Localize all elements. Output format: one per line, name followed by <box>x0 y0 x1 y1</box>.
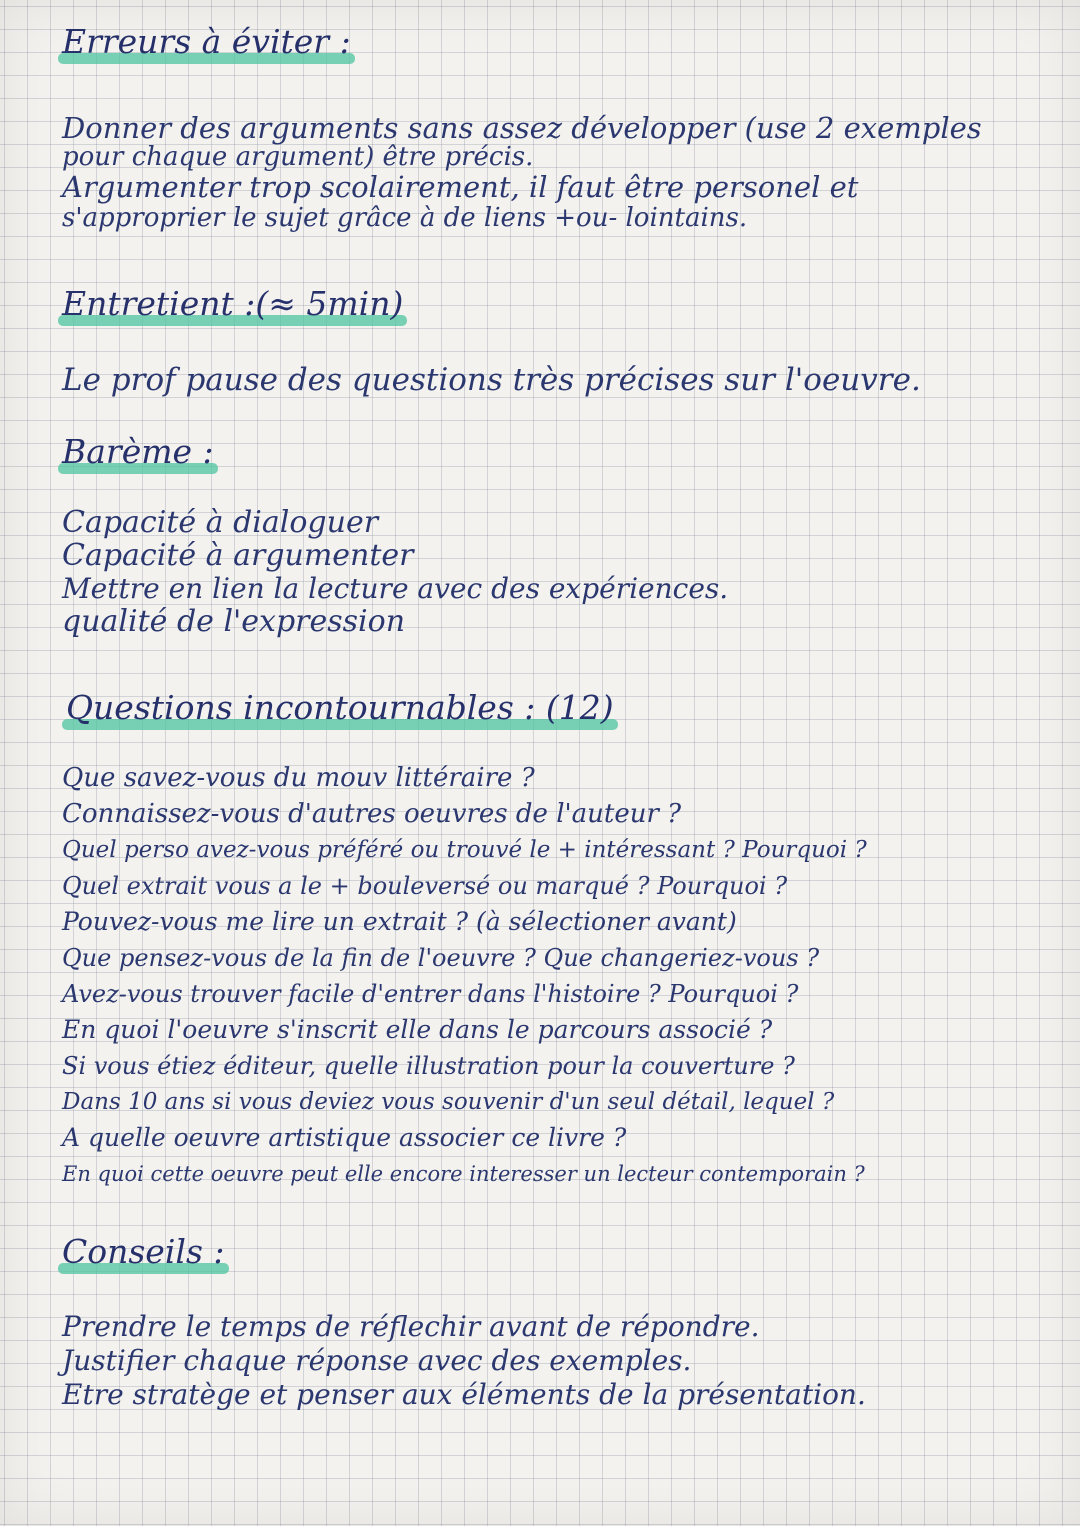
erreurs-block <box>62 112 982 233</box>
entretien-line: Le prof pause des questions très précises sur l'oeuvre. <box>62 362 921 398</box>
bareme-block <box>62 506 728 638</box>
bareme-line: qualité de l'expression <box>62 604 406 639</box>
question-item: Que pensez-vous de la fin de l'oeuvre ? Que changeriez-vous ? <box>62 944 820 972</box>
question-item: Dans 10 ans si vous deviez vous souvenir d'un seul détail, lequel ? <box>62 1089 835 1115</box>
bareme-line: Capacité à argumenter <box>62 538 414 573</box>
heading-conseils-text: Conseils : <box>62 1232 225 1271</box>
conseils-line: Prendre le temps de réflechir avant de répondre. <box>62 1310 760 1343</box>
erreurs-line: pour chaque argument) être précis. <box>62 142 534 172</box>
entretien-block <box>62 360 921 400</box>
heading-bareme <box>62 432 214 472</box>
bareme-line: Mettre en lien la lecture avec des expériences. <box>62 572 729 605</box>
conseils-line: Etre stratège et penser aux éléments de la présentation. <box>62 1378 866 1411</box>
question-item: Que savez-vous du mouv littéraire ? <box>62 763 535 793</box>
questions-block <box>62 760 867 1192</box>
question-item: A quelle oeuvre artistique associer ce livre ? <box>62 1123 627 1152</box>
heading-questions-text: Questions incontournables : (12) <box>66 688 614 727</box>
erreurs-line: s'approprier le sujet grâce à de liens +ou- lointains. <box>62 203 748 233</box>
question-item: Connaissez-vous d'autres oeuvres de l'auteur ? <box>62 799 682 829</box>
question-item: Quel extrait vous a le + bouleversé ou marqué ? Pourquoi ? <box>62 872 788 900</box>
heading-erreurs-text: Erreurs à éviter : <box>62 22 351 61</box>
heading-erreurs <box>62 22 351 62</box>
question-item: Avez-vous trouver facile d'entrer dans l'histoire ? Pourquoi ? <box>62 980 799 1008</box>
heading-bareme-text: Barème : <box>62 432 214 471</box>
question-item: En quoi l'oeuvre s'inscrit elle dans le parcours associé ? <box>62 1015 773 1044</box>
conseils-block <box>62 1310 866 1412</box>
question-item: En quoi cette oeuvre peut elle encore interesser un lecteur contemporain ? <box>62 1162 865 1186</box>
bareme-line: Capacité à dialoguer <box>62 505 379 540</box>
heading-questions <box>66 688 614 728</box>
heading-entretien-text: Entretient :(≈ 5min) <box>62 284 404 323</box>
question-item: Pouvez-vous me lire un extrait ? (à sélectioner avant) <box>62 907 737 936</box>
heading-entretien <box>62 284 403 324</box>
conseils-line: Justifier chaque réponse avec des exemples. <box>62 1344 692 1377</box>
question-item: Si vous étiez éditeur, quelle illustration pour la couverture ? <box>62 1052 795 1080</box>
erreurs-line: Argumenter trop scolairement, il faut être personel et <box>62 170 859 204</box>
question-item: Quel perso avez-vous préféré ou trouvé le + intéressant ? Pourquoi ? <box>62 837 867 863</box>
erreurs-line: Donner des arguments sans assez développer (use 2 exemples <box>62 111 982 145</box>
heading-conseils <box>62 1232 225 1272</box>
